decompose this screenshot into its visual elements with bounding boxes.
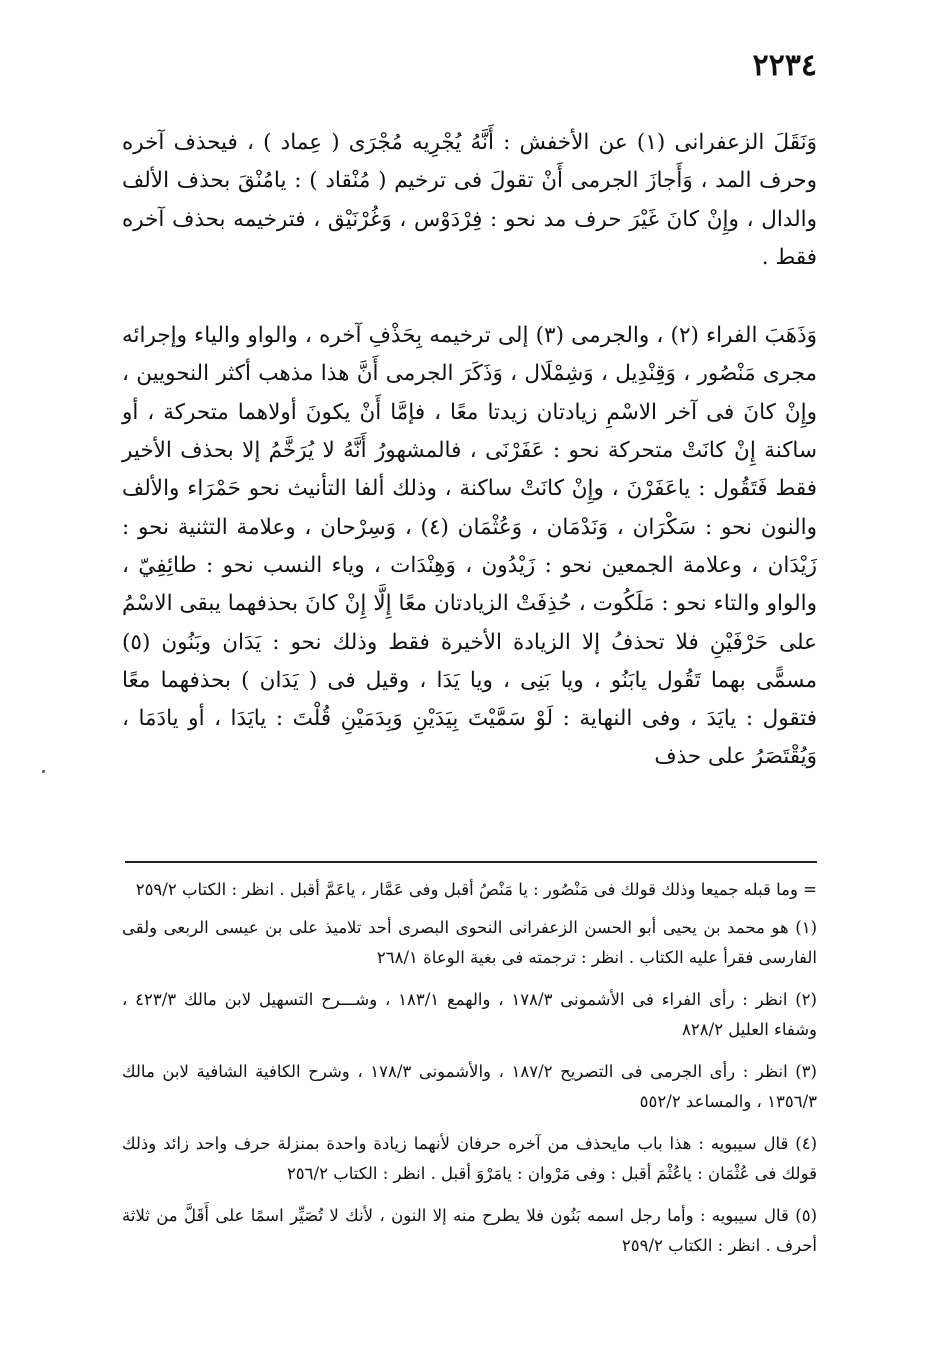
footnote-5: (٥) قال سيبويه : وأما رجل اسمه بَنُون فلا يطرح منه إلا النون ، لأنك لا تُصَيِّر اسمًا على أَقَلَّ من ثلاثة أحرف . انظر : الكتاب ٢٥٩/٢ xyxy=(122,1206,817,1255)
paragraph: وَذَهَبَ الفراء (٢) ، والجرمى (٣) إلى ترخيمه بِحَذْفِ آخره ، والواو والياء وإجرائه مجرى مَنْصُور ، وَقِنْدِيل ، وَشِمْلَال ، وَذَكَرَ الجرمى أَنَّ هذا مذهب أكثر النحويين ، وإِنْ كانَ فى آخر الاسْمِ زيادتان زيدتا معًا ، فإمَّا أَنْ يكونَ أولاهما متحركة ، أو ساكنة إِنْ كانَتْ متحركة نحو : عَفَرْنَى ، فالمشهورُ أَنَّهُ لا يُرَخَّمُ إلا بحذف الأخير فقط فَتَقُول : ياعَفَرْنَ ، وإِنْ كانَتْ ساكنة ، وذلك ألفا التأنيث نحو حَمْرَاء والألف والنون نحو : سَكْرَان ، وَنَدْمَان ، وَعُثْمَان (٤) ، وَسِرْحان ، وعلامة التثنية نحو : زَيْدَان ، وعلامة الجمعين نحو : زَيْدُون ، وَهِنْدَات ، وياء النسب نحو : طائِفِيّ ، والواو والتاء نحو : مَلَكُوت ، حُذِفَتْ الزيادتان معًا إِلَّا إِنْ كانَ بحذفهما يبقى الاسْمُ على حَرْفَيْنِ فلا تحذفُ إلا الزيادة الأخيرة فقط وذلك نحو : يَدَان وبَنُون (٥) مسمًّى بهما تَقُول يابَنُو ، ويا بَنِى ، ويا يَدَا ، وقيل فى ( يَدَان ) بحذفهما معًا فتقول : يايَدَ ، وفى النهاية : لَوْ سَمَّيْتَ بِيَدَيْنِ وَبِدَمَيْنِ قُلْتَ : يايَدَا ، أو يادَمَا ، وَيُقْتَصَرُ على حذف xyxy=(122,323,818,770)
footnote-separator xyxy=(125,861,817,863)
scan-speck xyxy=(42,770,45,773)
footnote-4: (٤) قال سيبويه : هذا باب مايحذف من آخره حرفان لأنهما زيادة واحدة بمنزلة حرف واحد زائد وذلك قولك فى عُثْمَان : ياعُثْمَ أقبل : وفى مَرْوان : يامَرْوَ أقبل . انظر : الكتاب ٢٥٦/٢ xyxy=(122,1134,817,1183)
footnote-3: (٣) انظر : رأى الجرمى فى التصريح ١٨٧/٢ ، والأشمونى ١٧٨/٣ ، وشرح الكافية الشافية لابن مالك ١٣٥٦/٣ ، والمساعد ٥٥٢/٢ xyxy=(122,1062,817,1111)
page-number: ٢٢٣٤ xyxy=(752,48,817,83)
footnote-1: (١) هو محمد بن يحيى أبو الحسن الزعفرانى النحوى البصرى أحد تلاميذ على بن عيسى الربعى ولقى الفارسى فقرأ عليه الكتاب . انظر : ترجمته فى بغية الوعاة ٢٦٨/١ xyxy=(122,918,817,967)
main-text xyxy=(122,124,817,777)
footnotes xyxy=(122,875,817,1273)
footnote-2: (٢) انظر : رأى الفراء فى الأشمونى ١٧٨/٣ ، والهمع ١٨٣/١ ، وشـــرح التسهيل لابن مالك ٤٢٣/٣ ، وشفاء العليل ٨٢٨/٢ xyxy=(122,990,817,1039)
footnote-continuation: = وما قبله جميعا وذلك قولك فى مَنْصُور : يا مَنْصُ أقبل وفى عَمَّار ، ياعَمَّ أقبل . انظر : الكتاب ٢٥٩/٢ xyxy=(135,880,817,899)
paragraph: وَنَقَلَ الزعفرانى (١) عن الأخفش : أَنَّهُ يُجْرِيه مُجْرَى ( عِماد ) ، فيحذف آخره وحرف المد ، وَأَجازَ الجرمى أَنْ تقولَ فى ترخيم ( مُنْقاد ) : يامُنْقَ بحذف الألف والدال ، وإِنْ كانَ غَيْرَ حرف مد نحو : فِرْدَوْس ، وَغُرْنَيْق ، فترخيمه بحذف آخره فقط . xyxy=(122,130,817,270)
